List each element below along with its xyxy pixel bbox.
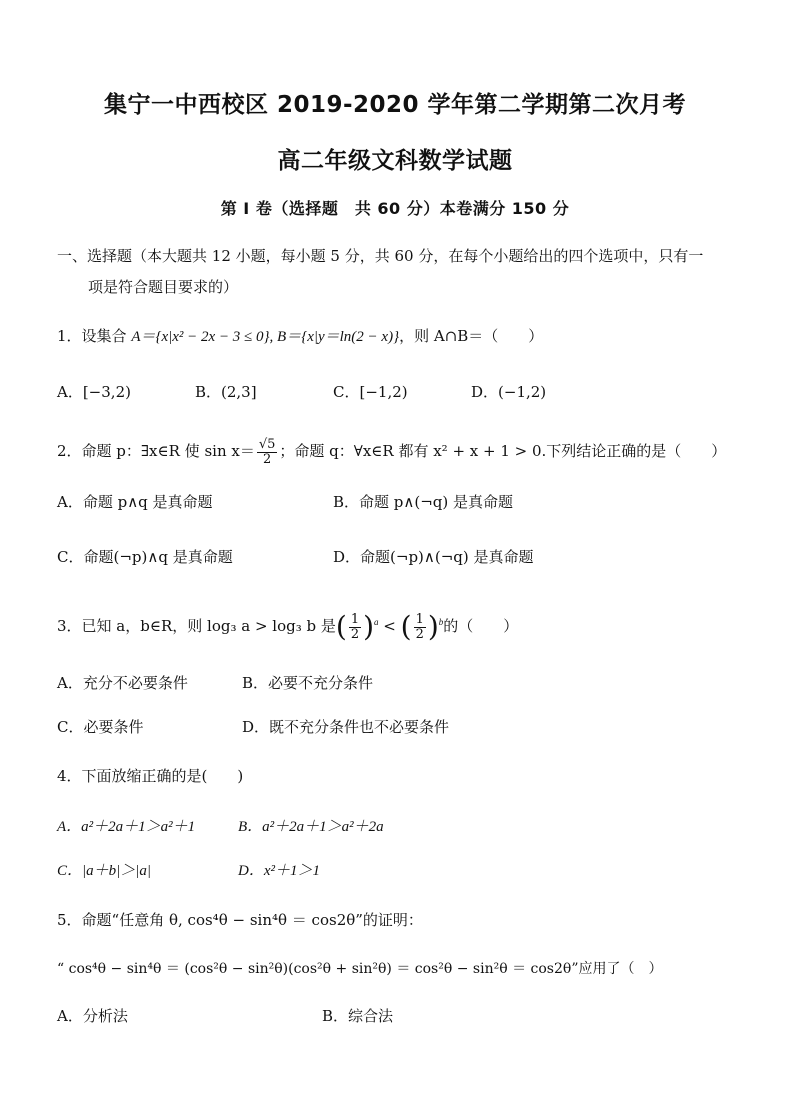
question-4-stem: 4．下面放缩正确的是( ) xyxy=(57,767,244,785)
exam-title: 集宁一中西校区 2019-2020 学年第二学期第二次月考 xyxy=(103,92,687,118)
q2-stem-suffix: ；命题 q：∀x∈R 都有 x² + x + 1 > 0.下列结论正确的是（ ） xyxy=(279,442,727,460)
q3-less-than: < xyxy=(378,617,401,635)
question-1-stem xyxy=(57,326,543,347)
q5-option-a: A．分析法 xyxy=(57,1007,128,1025)
q1-option-a: A．[−3,2) xyxy=(57,383,131,401)
q2-fraction: $\frac{√5}{2}$ xyxy=(258,436,276,467)
q1-set-definition: A＝{x|x² − 2x − 3 ≤ 0}, B＝{x|y＝ln(2 − x)} xyxy=(131,329,400,345)
q1-option-d: D．(−1,2) xyxy=(471,383,547,401)
q4-option-c: C．|a＋b|＞|a| xyxy=(57,863,151,879)
q1-stem-prefix: 1．设集合 xyxy=(57,327,132,345)
q3-exponent-a: a xyxy=(374,617,379,627)
q3-option-a: A．充分不必要条件 xyxy=(57,674,188,692)
q1-stem-suffix: ，则 A∩B＝（ ） xyxy=(399,327,544,345)
q3-option-c: C．必要条件 xyxy=(57,718,144,736)
q4-option-a: A．a²＋2a＋1＞a²＋1 xyxy=(57,819,196,835)
question-3-stem: 3．已知 a，b∈R，则 log₃ a > log₃ b 是( $\frac{1}{2}$ )$^a$ < ( $\frac{1}{2}$ )$^b$的（ ） xyxy=(57,610,519,643)
q5-proof: “ cos⁴θ − sin⁴θ ＝ (cos²θ − sin²θ)(cos²θ + sin²θ) ＝ cos²θ − sin²θ ＝ cos2θ”应用了（ ） xyxy=(57,961,663,977)
q2-option-a: A．命题 p∧q 是真命题 xyxy=(57,493,213,511)
q2-option-b: B．命题 p∧(¬q) 是真命题 xyxy=(333,493,514,511)
exam-subject-title: 高二年级文科数学试题 xyxy=(277,148,513,174)
q2-stem-prefix: 2．命题 p：∃x∈R 使 sin x＝ xyxy=(57,442,255,460)
section-heading: 第 I 卷（选择题 共 60 分）本卷满分 150 分 xyxy=(220,199,570,218)
question-2-stem xyxy=(57,434,726,468)
q2-option-c: C．命题(¬p)∧q 是真命题 xyxy=(57,548,233,566)
q5-option-b: B．综合法 xyxy=(322,1007,394,1025)
q3-fraction-left: $\frac{1}{2}$ xyxy=(350,611,360,642)
q3-option-d: D．既不充分条件也不必要条件 xyxy=(242,718,450,736)
q4-option-b: B．a²＋2a＋1＞a²＋2a xyxy=(238,819,384,835)
q3-stem-prefix: 3．已知 a，b∈R，则 log₃ a > log₃ b 是 xyxy=(57,617,336,635)
q4-option-d: D．x²＋1＞1 xyxy=(238,863,320,879)
q1-option-c: C．[−1,2) xyxy=(333,383,408,401)
question-5-stem: 5．命题“任意角 θ, cos⁴θ − sin⁴θ ＝ cos2θ”的证明： xyxy=(57,911,423,929)
q3-option-b: B．必要不充分条件 xyxy=(242,674,374,692)
q3-fraction-right: $\frac{1}{2}$ xyxy=(415,611,424,642)
q3-exponent-b: b xyxy=(438,617,444,627)
section-instructions-line2: 项是符合题目要求的） xyxy=(88,278,239,296)
section-instructions-line1: 一、选择题（本大题共 12 小题，每小题 5 分，共 60 分，在每个小题给出的四个选项中，只有一 xyxy=(57,247,704,265)
q1-option-b: B．(2,3] xyxy=(195,383,257,401)
q2-option-d: D．命题(¬p)∧(¬q) 是真命题 xyxy=(333,548,534,566)
q3-stem-suffix: 的（ ） xyxy=(443,617,519,635)
